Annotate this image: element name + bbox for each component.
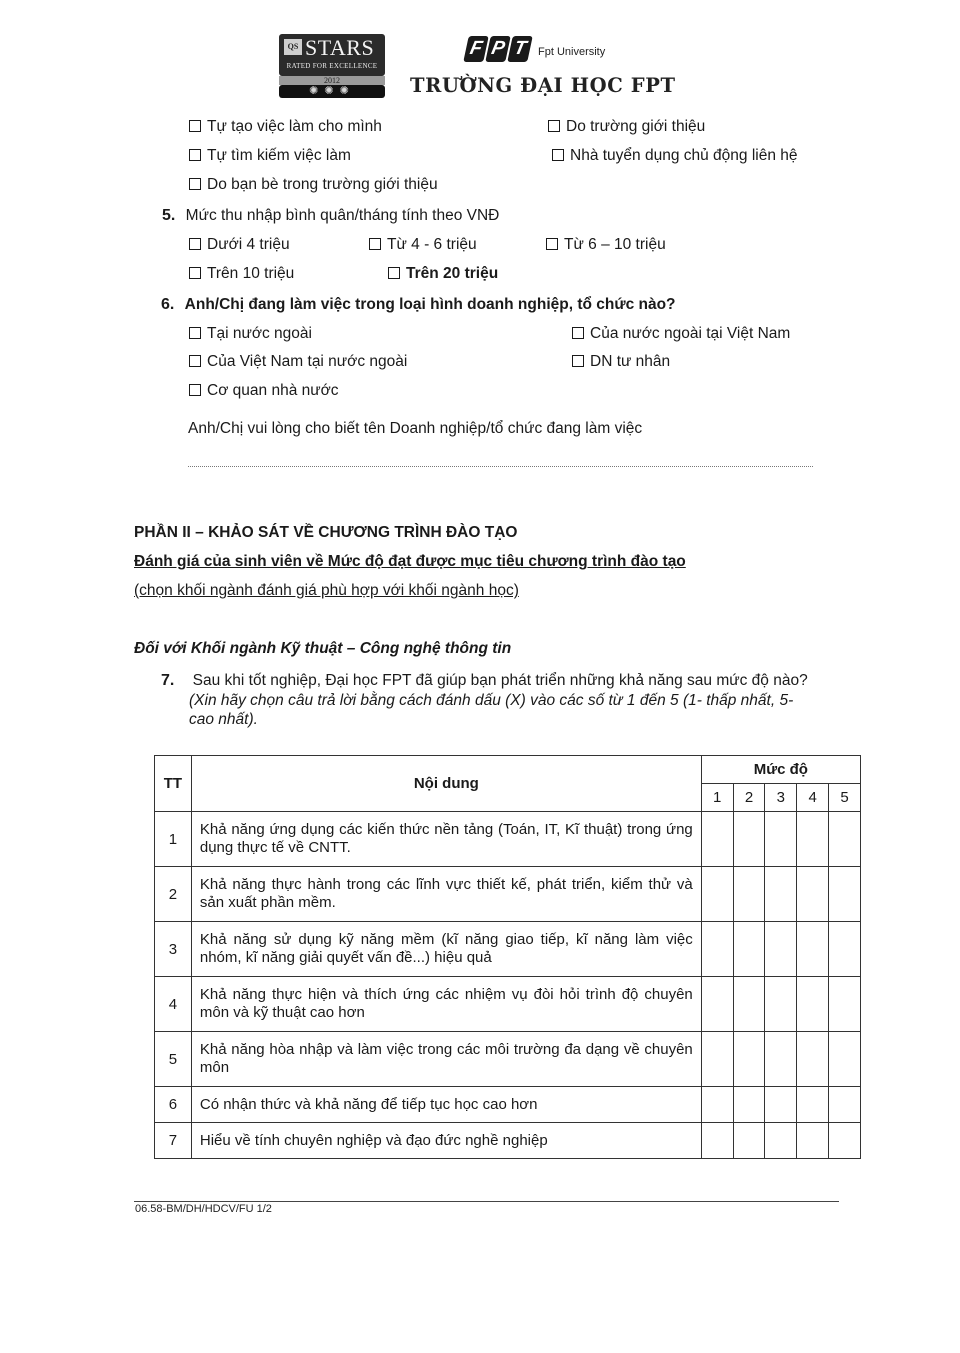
rating-cell-1[interactable] [701,1032,733,1087]
stars-subtitle: RATED FOR EXCELLENCE [286,62,378,70]
rating-cell-5[interactable] [829,1123,861,1159]
rating-cell-4[interactable] [797,1087,829,1123]
checkbox-icon[interactable] [189,327,201,339]
q7-instruction-line2: cao nhất). [189,711,258,728]
option-label: Tự tạo việc làm cho mình [207,118,382,135]
stars-rating-icon: ✺✺✺ [279,85,385,98]
checkbox-icon[interactable] [189,149,201,161]
fpt-university-label: Fpt University [538,46,606,58]
checkbox-icon[interactable] [572,327,584,339]
row-content: Khả năng hòa nhập và làm việc trong các môi trường đa dạng về chuyên môn [191,1032,701,1087]
table-header-row [155,756,861,784]
rating-cell-2[interactable] [733,867,765,922]
q6-option[interactable] [189,382,339,400]
q5-option[interactable] [546,236,666,254]
qs-icon: QS [284,39,302,55]
rating-cell-5[interactable] [829,922,861,977]
stars-logo [279,34,385,96]
q6-option[interactable] [189,353,407,371]
q6-option[interactable] [189,325,312,343]
rating-cell-1[interactable] [701,812,733,867]
q4-option[interactable] [189,176,438,194]
row-number: 1 [155,812,192,867]
header-level-5: 5 [829,784,861,812]
row-number: 6 [155,1087,192,1123]
table-row [155,867,861,922]
row-content: Khả năng thực hành trong các lĩnh vực thiết kế, phát triển, kiểm thử và sản xuất phần mềm. [191,867,701,922]
header-level-3: 3 [765,784,797,812]
option-label: Của Việt Nam tại nước ngoài [207,353,408,370]
row-content: Khả năng ứng dụng các kiến thức nền tảng (Toán, IT, Kĩ thuật) trong ứng dụng thực tế về CNTT. [191,812,701,867]
school-name: TRƯỜNG ĐẠI HỌC FPT [410,74,676,97]
org-name-prompt: Anh/Chị vui lòng cho biết tên Doanh nghiệp/tổ chức đang làm việc [188,420,643,437]
rating-cell-1[interactable] [701,867,733,922]
option-label: Từ 4 - 6 triệu [387,236,477,253]
question-number: 6. [161,296,175,313]
checkbox-icon[interactable] [548,120,560,132]
header-level-4: 4 [797,784,829,812]
checkbox-icon[interactable] [369,238,381,250]
option-label: Trên 20 triệu [406,265,499,282]
checkbox-icon[interactable] [189,120,201,132]
q4-option[interactable] [189,118,382,136]
rating-cell-4[interactable] [797,1123,829,1159]
rating-cell-4[interactable] [797,1032,829,1087]
option-label: Do bạn bè trong trường giới thiệu [207,176,438,193]
fpt-logo-letter: P [485,36,511,62]
rating-cell-2[interactable] [733,1123,765,1159]
rating-cell-1[interactable] [701,1123,733,1159]
table-row [155,1087,861,1123]
checkbox-icon[interactable] [189,355,201,367]
fpt-logo [466,36,605,62]
rating-cell-2[interactable] [733,1087,765,1123]
rating-cell-2[interactable] [733,1032,765,1087]
table-row [155,812,861,867]
row-content: Khả năng sử dụng kỹ năng mềm (kĩ năng giao tiếp, kĩ năng làm việc nhóm, kĩ năng giải quyết vấn đề...) hiệu quả [191,922,701,977]
header-level-1: 1 [701,784,733,812]
row-number: 5 [155,1032,192,1087]
fpt-logo-letter: F [463,36,489,62]
question-text: Anh/Chị đang làm việc trong loại hình doanh nghiệp, tổ chức nào? [184,296,676,313]
option-label: Cơ quan nhà nước [207,382,339,399]
rating-cell-4[interactable] [797,867,829,922]
q4-option[interactable] [189,147,351,165]
block-title: Đối với Khối ngành Kỹ thuật – Công nghệ thông tin [134,640,512,657]
checkbox-icon[interactable] [189,267,201,279]
rating-cell-1[interactable] [701,977,733,1032]
org-name-field[interactable] [188,462,813,467]
table-row [155,977,861,1032]
option-label: DN tư nhân [590,353,671,370]
row-content: Khả năng thực hiện và thích ứng các nhiệm vụ đòi hỏi trình độ chuyên môn và kỹ thuật cao hơn [191,977,701,1032]
rating-cell-5[interactable] [829,867,861,922]
q6-option[interactable] [572,353,670,371]
q5-option[interactable] [189,265,294,283]
checkbox-icon[interactable] [189,178,201,190]
q4-option[interactable] [552,147,798,165]
option-label: Của nước ngoài tại Việt Nam [590,325,791,342]
row-number: 3 [155,922,192,977]
q5-option[interactable] [388,265,498,283]
stars-year: 2012 [279,76,385,85]
table-row [155,922,861,977]
row-number: 2 [155,867,192,922]
row-number: 4 [155,977,192,1032]
rating-cell-5[interactable] [829,812,861,867]
rating-cell-3[interactable] [765,977,797,1032]
rating-cell-3[interactable] [765,922,797,977]
rating-cell-1[interactable] [701,922,733,977]
rating-cell-4[interactable] [797,812,829,867]
checkbox-icon[interactable] [546,238,558,250]
question-number: 7. [161,672,175,689]
checkbox-icon[interactable] [552,149,564,161]
rating-cell-2[interactable] [733,812,765,867]
footer-divider [134,1201,839,1202]
rating-cell-5[interactable] [829,1087,861,1123]
rating-cell-4[interactable] [797,977,829,1032]
rating-cell-3[interactable] [765,1032,797,1087]
question-number: 5. [162,207,176,224]
stars-logo-box [279,34,385,76]
rating-cell-3[interactable] [765,1087,797,1123]
q7-question [161,672,808,690]
checkbox-icon[interactable] [189,238,201,250]
table-row [155,1032,861,1087]
rating-cell-2[interactable] [733,977,765,1032]
question-text: Mức thu nhập bình quân/tháng tính theo VNĐ [185,207,500,224]
checkbox-icon[interactable] [572,355,584,367]
row-content: Có nhận thức và khả năng để tiếp tục học cao hơn [191,1087,701,1123]
option-label: Dưới 4 triệu [207,236,290,253]
header-tt: TT [155,756,192,812]
option-label: Trên 10 triệu [207,265,295,282]
row-content: Hiểu về tính chuyên nghiệp và đạo đức nghề nghiệp [191,1123,701,1159]
row-number: 7 [155,1123,192,1159]
header-content: Nội dung [191,756,701,812]
q5-question [162,207,499,225]
question-text: Sau khi tốt nghiệp, Đại học FPT đã giúp bạn phát triển những khả năng sau mức độ nào? [192,672,808,689]
option-label: Tự tìm kiếm việc làm [207,147,351,164]
rating-cell-3[interactable] [765,1123,797,1159]
header-level: Mức độ [701,756,860,784]
header-level-2: 2 [733,784,765,812]
checkbox-icon[interactable] [388,267,400,279]
q4-option[interactable] [548,118,705,136]
rating-cell-5[interactable] [829,977,861,1032]
rating-cell-3[interactable] [765,812,797,867]
q6-option[interactable] [572,325,790,343]
q7-instruction-line1: (Xin hãy chọn câu trả lời bằng cách đánh dấu (X) vào các số từ 1 đến 5 (1- thấp nhất, 5- [189,692,794,709]
rating-cell-2[interactable] [733,922,765,977]
rating-cell-4[interactable] [797,922,829,977]
option-label: Do trường giới thiệu [566,118,706,135]
option-label: Từ 6 – 10 triệu [564,236,666,253]
q5-option[interactable] [189,236,290,254]
fpt-logo-letter: T [507,36,533,62]
rating-cell-3[interactable] [765,867,797,922]
table-row [155,1123,861,1159]
part2-title: PHẦN II – KHẢO SÁT VỀ CHƯƠNG TRÌNH ĐÀO TẠO [134,524,518,541]
part2-note: (chọn khối ngành đánh giá phù hợp với khối ngành học) [134,582,519,599]
rating-cell-5[interactable] [829,1032,861,1087]
rating-table [154,755,861,1159]
part2-subtitle: Đánh giá của sinh viên về Mức độ đạt được mục tiêu chương trình đào tạo [134,553,686,570]
option-label: Nhà tuyển dụng chủ động liên hệ [570,147,798,164]
option-label: Tại nước ngoài [207,325,312,342]
footer-code: 06.58-BM/DH/HDCV/FU 1/2 [135,1203,272,1215]
q6-question [161,296,676,314]
checkbox-icon[interactable] [189,384,201,396]
q5-option[interactable] [369,236,477,254]
rating-cell-1[interactable] [701,1087,733,1123]
stars-word: STARS [305,35,375,60]
